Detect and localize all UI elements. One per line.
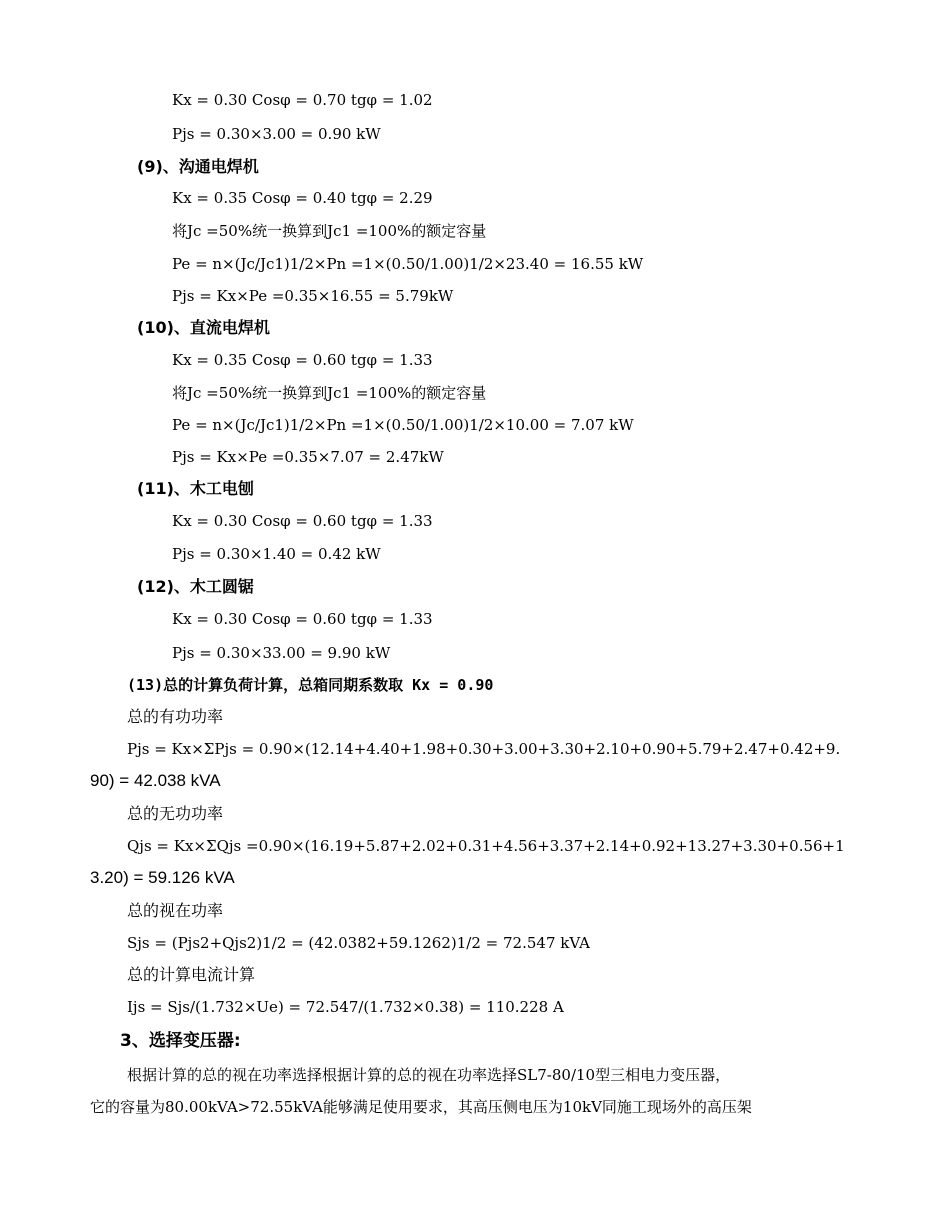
formula-line: Ijs = Sjs/(1.732×Ue) = 72.547/(1.732×0.38) = 110.228 A (127, 998, 564, 1016)
formula-line: Pjs = 0.30×33.00 = 9.90 kW (172, 644, 391, 662)
formula-line: 将Jc =50%统一换算到Jc1 =100%的额定容量 (172, 222, 487, 240)
formula-line: Pjs = 0.30×3.00 = 0.90 kW (172, 125, 381, 143)
formula-line: Pe = n×(Jc/Jc1)1/2×Pn =1×(0.50/1.00)1/2×23.40 = 16.55 kW (172, 255, 644, 273)
formula-line: Pjs = Kx×Pe =0.35×7.07 = 2.47kW (172, 448, 444, 466)
formula-line: 90) = 42.038 kVA (90, 771, 221, 790)
paragraph-line: 它的容量为80.00kVA>72.55kVA能够满足使用要求，其高压侧电压为10kV同施工现场外的高压架 (90, 1098, 752, 1116)
formula-line: Kx = 0.30 Cosφ = 0.70 tgφ = 1.02 (172, 91, 433, 109)
formula-line: Pjs = Kx×Pe =0.35×16.55 = 5.79kW (172, 287, 454, 305)
subheading: 总的无功功率 (127, 804, 224, 823)
formula-line: Kx = 0.30 Cosφ = 0.60 tgφ = 1.33 (172, 610, 433, 628)
section-heading: (10)、直流电焊机 (137, 318, 270, 337)
section-heading: (12)、木工圆锯 (137, 577, 254, 596)
formula-line: Kx = 0.30 Cosφ = 0.60 tgφ = 1.33 (172, 512, 433, 530)
subheading: 总的有功功率 (127, 707, 224, 726)
formula-line: 将Jc =50%统一换算到Jc1 =100%的额定容量 (172, 384, 487, 402)
formula-line: Kx = 0.35 Cosφ = 0.60 tgφ = 1.33 (172, 351, 433, 369)
section-heading: 3、选择变压器: (120, 1031, 241, 1051)
section-heading: (13)总的计算负荷计算，总箱同期系数取 Kx = 0.90 (127, 676, 494, 694)
formula-line: 3.20) = 59.126 kVA (90, 868, 235, 887)
section-heading: (9)、沟通电焊机 (137, 157, 259, 176)
paragraph-line: 根据计算的总的视在功率选择根据计算的总的视在功率选择SL7-80/10型三相电力变压器， (127, 1066, 731, 1084)
subheading: 总的视在功率 (127, 901, 224, 920)
formula-line: Sjs = (Pjs2+Qjs2)1/2 = (42.0382+59.1262)1/2 = 72.547 kVA (127, 934, 590, 952)
formula-line: Qjs = Kx×ΣQjs =0.90×(16.19+5.87+2.02+0.31+4.56+3.37+2.14+0.92+13.27+3.30+0.56+1 (127, 837, 845, 855)
subheading: 总的计算电流计算 (127, 965, 256, 984)
formula-line: Pe = n×(Jc/Jc1)1/2×Pn =1×(0.50/1.00)1/2×10.00 = 7.07 kW (172, 416, 634, 434)
section-heading: (11)、木工电刨 (137, 479, 254, 498)
formula-line: Pjs = 0.30×1.40 = 0.42 kW (172, 545, 381, 563)
formula-line: Kx = 0.35 Cosφ = 0.40 tgφ = 2.29 (172, 189, 433, 207)
formula-line: Pjs = Kx×ΣPjs = 0.90×(12.14+4.40+1.98+0.30+3.00+3.30+2.10+0.90+5.79+2.47+0.42+9. (127, 740, 841, 758)
